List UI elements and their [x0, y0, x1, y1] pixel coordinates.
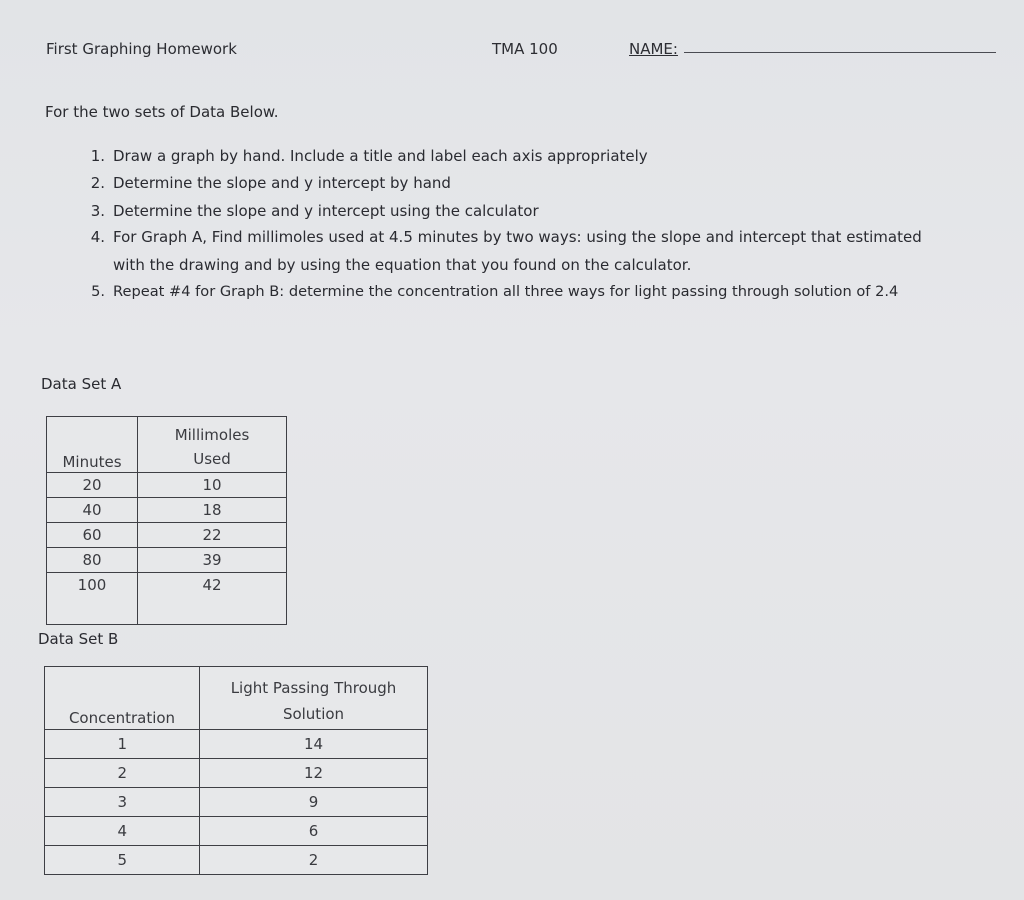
table-row [45, 846, 428, 875]
column-header-minutes: Minutes [47, 417, 138, 473]
instruction-continuation [113, 255, 691, 275]
cell-minutes: 60 [47, 523, 138, 548]
cell-concentration: 2 [45, 759, 200, 788]
name-label: NAME: [629, 40, 678, 58]
table-row [47, 498, 287, 523]
header-line: Light Passing Through [230, 679, 397, 697]
instruction-item [90, 201, 539, 221]
cell-light: 6 [200, 817, 428, 846]
table-row [45, 759, 428, 788]
cell-concentration: 3 [45, 788, 200, 817]
header-line: Used [193, 450, 231, 468]
instruction-number: 1. [90, 147, 105, 165]
cell-minutes: 100 [47, 573, 138, 625]
data-set-a-label: Data Set A [41, 375, 122, 393]
instruction-item [91, 282, 899, 302]
name-underline [684, 52, 996, 53]
table-row [47, 573, 287, 625]
instruction-text: For Graph A, Find millimoles used at 4.5 minutes by two ways: using the slope and intercept that estimated [113, 228, 922, 246]
instruction-text: Determine the slope and y intercept using the calculator [113, 202, 539, 220]
cell-millimoles: 18 [138, 498, 287, 523]
cell-concentration: 1 [45, 730, 200, 759]
instruction-text: Draw a graph by hand. Include a title and label each axis appropriately [113, 147, 648, 165]
cell-concentration: 4 [45, 817, 200, 846]
instruction-number: 5. [91, 283, 105, 300]
table-row [45, 788, 428, 817]
header-line: Millimoles [174, 426, 250, 444]
data-set-b-table [44, 666, 428, 875]
cell-minutes: 20 [47, 473, 138, 498]
cell-light: 12 [200, 759, 428, 788]
instruction-number: 3. [90, 202, 105, 220]
course-code: TMA 100 [492, 40, 558, 58]
instruction-text: with the drawing and by using the equation that you found on the calculator. [113, 256, 692, 274]
header-line: Solution [282, 705, 345, 723]
intro-text: For the two sets of Data Below. [45, 103, 279, 121]
table-row [45, 817, 428, 846]
table-header-row [45, 667, 428, 730]
cell-millimoles: 39 [138, 548, 287, 573]
column-header-light-passing [200, 667, 428, 730]
table-header-row [47, 417, 287, 473]
data-set-a-table [46, 416, 287, 625]
cell-millimoles: 22 [138, 523, 287, 548]
instruction-item [90, 227, 922, 247]
table-row [47, 473, 287, 498]
cell-concentration: 5 [45, 846, 200, 875]
data-set-b-label: Data Set B [38, 630, 119, 648]
column-header-millimoles [138, 417, 287, 473]
instruction-item [90, 146, 648, 166]
table-row [47, 523, 287, 548]
cell-light: 2 [200, 846, 428, 875]
cell-light: 14 [200, 730, 428, 759]
cell-millimoles: 42 [138, 573, 287, 625]
column-header-concentration: Concentration [45, 667, 200, 730]
document-title: First Graphing Homework [46, 40, 237, 58]
cell-light: 9 [200, 788, 428, 817]
instruction-text: Determine the slope and y intercept by hand [113, 174, 451, 192]
instruction-number: 2. [90, 174, 105, 192]
instruction-item [90, 173, 451, 193]
cell-millimoles: 10 [138, 473, 287, 498]
instruction-number: 4. [90, 228, 105, 246]
cell-minutes: 40 [47, 498, 138, 523]
instruction-text: Repeat #4 for Graph B: determine the concentration all three ways for light passing through solution of 2.4 [113, 283, 899, 300]
cell-minutes: 80 [47, 548, 138, 573]
table-row [45, 730, 428, 759]
table-row [47, 548, 287, 573]
